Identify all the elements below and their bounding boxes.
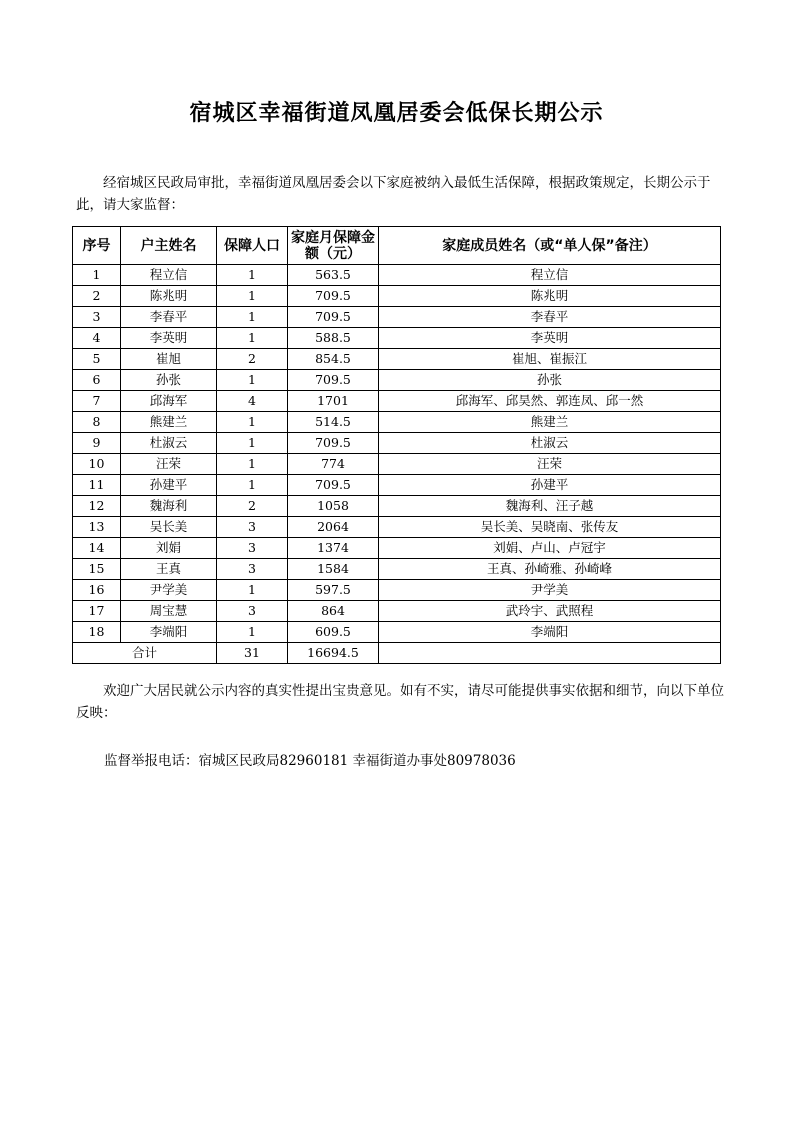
cell-covered-people: 1 [217,265,288,286]
cell-covered-people: 3 [217,517,288,538]
cell-family-members: 崔旭、崔振江 [379,349,721,370]
cell-family-members: 刘娟、卢山、卢冠宇 [379,538,721,559]
table-row [73,328,721,349]
cell-no: 14 [73,538,121,559]
table-header-row [73,227,721,265]
cell-no: 9 [73,433,121,454]
cell-head-of-household: 孙建平 [121,475,217,496]
cell-head-of-household: 陈兆明 [121,286,217,307]
table-row [73,412,721,433]
cell-family-members: 武玲宇、武照程 [379,601,721,622]
cell-covered-people: 4 [217,391,288,412]
cell-family-members: 吴长美、吴晓南、张传友 [379,517,721,538]
cell-head-of-household: 崔旭 [121,349,217,370]
header-monthly-amount: 家庭月保障金额（元） [288,227,379,265]
cell-head-of-household: 王真 [121,559,217,580]
total-members [379,643,721,664]
cell-covered-people: 3 [217,601,288,622]
table-row [73,433,721,454]
cell-no: 7 [73,391,121,412]
cell-family-members: 孙张 [379,370,721,391]
cell-monthly-amount: 709.5 [288,475,379,496]
cell-monthly-amount: 1584 [288,559,379,580]
cell-family-members: 汪荣 [379,454,721,475]
feedback-paragraph: 欢迎广大居民就公示内容的真实性提出宝贵意见。如有不实，请尽可能提供事实依据和细节，向以下单位反映： [76,683,724,721]
cell-covered-people: 1 [217,328,288,349]
cell-monthly-amount: 774 [288,454,379,475]
cell-monthly-amount: 2064 [288,517,379,538]
cell-head-of-household: 孙张 [121,370,217,391]
cell-no: 2 [73,286,121,307]
cell-covered-people: 2 [217,349,288,370]
cell-family-members: 孙建平 [379,475,721,496]
cell-covered-people: 1 [217,622,288,643]
cell-monthly-amount: 709.5 [288,307,379,328]
cell-head-of-household: 程立信 [121,265,217,286]
cell-head-of-household: 李春平 [121,307,217,328]
header-family-members: 家庭成员姓名（或“单人保”备注） [379,227,721,265]
cell-family-members: 杜淑云 [379,433,721,454]
cell-monthly-amount: 864 [288,601,379,622]
cell-family-members: 李端阳 [379,622,721,643]
cell-head-of-household: 李英明 [121,328,217,349]
intro-paragraph: 经宿城区民政局审批，幸福街道凤凰居委会以下家庭被纳入最低生活保障，根据政策规定，长期公示于此，请大家监督： [76,175,711,213]
table-row [73,307,721,328]
cell-head-of-household: 魏海利 [121,496,217,517]
subsistence-allowance-table [72,226,721,664]
cell-family-members: 魏海利、汪子越 [379,496,721,517]
cell-family-members: 邱海军、邱昊然、郭连凤、邱一然 [379,391,721,412]
table-row [73,622,721,643]
cell-no: 11 [73,475,121,496]
table-row [73,601,721,622]
cell-covered-people: 1 [217,580,288,601]
cell-no: 6 [73,370,121,391]
cell-monthly-amount: 709.5 [288,433,379,454]
cell-monthly-amount: 1374 [288,538,379,559]
cell-no: 16 [73,580,121,601]
cell-family-members: 王真、孙崎雅、孙崎峰 [379,559,721,580]
cell-head-of-household: 尹学美 [121,580,217,601]
cell-no: 18 [73,622,121,643]
cell-covered-people: 1 [217,412,288,433]
cell-monthly-amount: 563.5 [288,265,379,286]
cell-no: 3 [73,307,121,328]
cell-family-members: 李春平 [379,307,721,328]
cell-covered-people: 1 [217,433,288,454]
cell-covered-people: 1 [217,286,288,307]
cell-no: 8 [73,412,121,433]
table-row [73,454,721,475]
cell-covered-people: 3 [217,538,288,559]
header-head-of-household: 户主姓名 [121,227,217,265]
table-row [73,517,721,538]
cell-head-of-household: 杜淑云 [121,433,217,454]
total-people: 31 [217,643,288,664]
cell-head-of-household: 吴长美 [121,517,217,538]
cell-family-members: 李英明 [379,328,721,349]
cell-family-members: 熊建兰 [379,412,721,433]
cell-covered-people: 1 [217,475,288,496]
cell-no: 10 [73,454,121,475]
cell-head-of-household: 李端阳 [121,622,217,643]
cell-head-of-household: 熊建兰 [121,412,217,433]
document-title: 宿城区幸福街道凤凰居委会低保长期公示 [189,100,604,126]
table-row [73,538,721,559]
cell-monthly-amount: 709.5 [288,370,379,391]
cell-family-members: 陈兆明 [379,286,721,307]
hotline-line: 监督举报电话：宿城区民政局82960181 幸福街道办事处80978036 [104,753,516,769]
table-row [73,559,721,580]
table-row [73,349,721,370]
table-row [73,496,721,517]
cell-monthly-amount: 1701 [288,391,379,412]
cell-head-of-household: 周宝慧 [121,601,217,622]
cell-monthly-amount: 514.5 [288,412,379,433]
table-row [73,580,721,601]
cell-no: 12 [73,496,121,517]
cell-family-members: 程立信 [379,265,721,286]
cell-no: 5 [73,349,121,370]
cell-covered-people: 1 [217,370,288,391]
header-no: 序号 [73,227,121,265]
cell-monthly-amount: 609.5 [288,622,379,643]
cell-no: 4 [73,328,121,349]
header-covered-people: 保障人口 [217,227,288,265]
cell-family-members: 尹学美 [379,580,721,601]
table-total-row [73,643,721,664]
cell-covered-people: 1 [217,307,288,328]
table-row [73,475,721,496]
cell-head-of-household: 邱海军 [121,391,217,412]
cell-monthly-amount: 588.5 [288,328,379,349]
cell-covered-people: 1 [217,454,288,475]
cell-monthly-amount: 1058 [288,496,379,517]
cell-monthly-amount: 854.5 [288,349,379,370]
cell-head-of-household: 刘娟 [121,538,217,559]
cell-head-of-household: 汪荣 [121,454,217,475]
cell-monthly-amount: 597.5 [288,580,379,601]
cell-covered-people: 3 [217,559,288,580]
cell-no: 1 [73,265,121,286]
table-row [73,370,721,391]
table-row [73,391,721,412]
cell-no: 17 [73,601,121,622]
total-amount: 16694.5 [288,643,379,664]
cell-no: 15 [73,559,121,580]
cell-monthly-amount: 709.5 [288,286,379,307]
total-label: 合计 [73,643,217,664]
table-row [73,265,721,286]
cell-covered-people: 2 [217,496,288,517]
cell-no: 13 [73,517,121,538]
table-row [73,286,721,307]
